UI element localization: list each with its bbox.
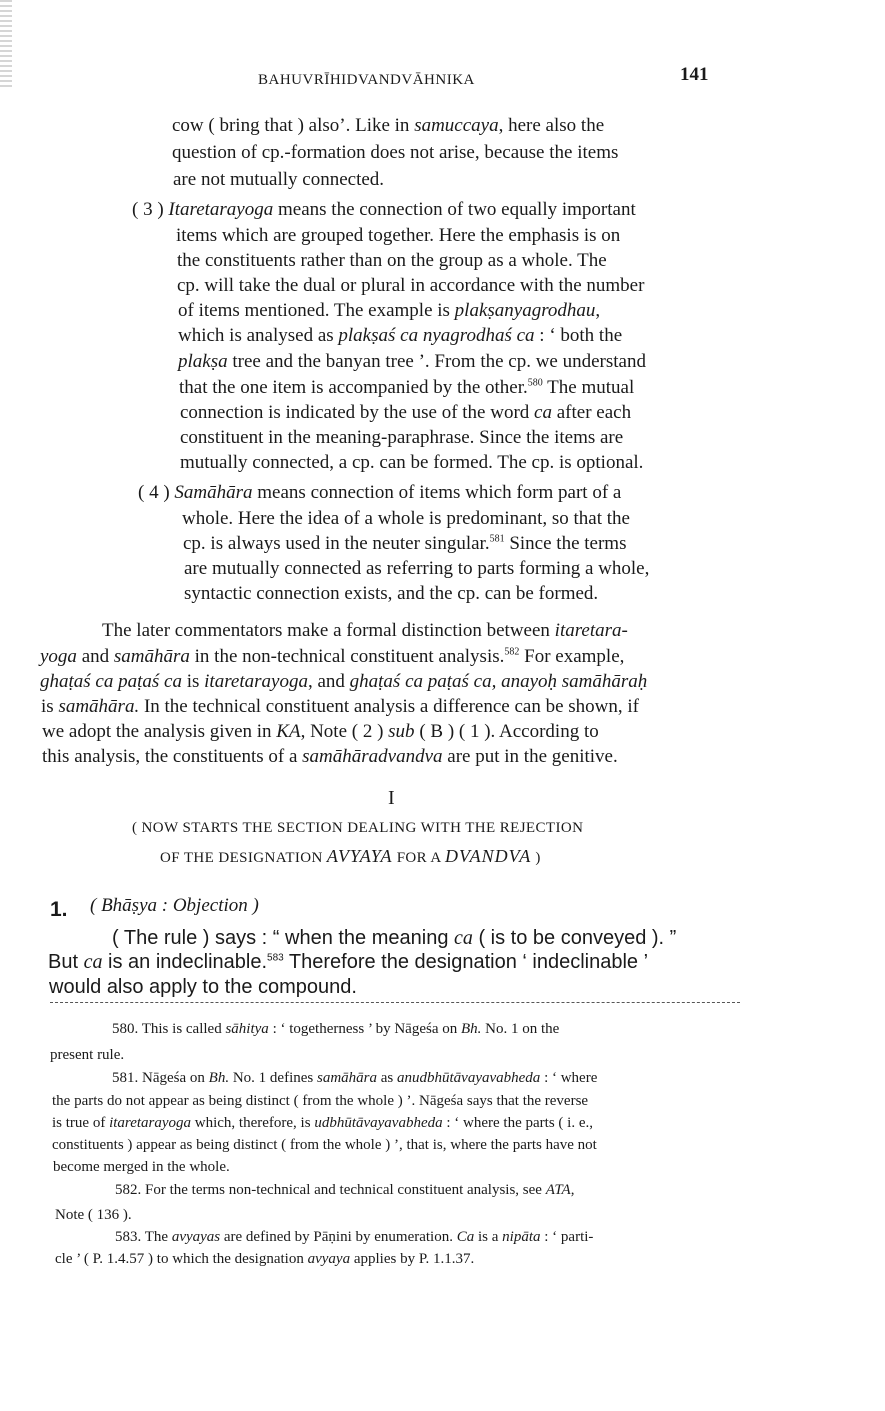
text-line: yoga and samāhāra in the non-technical constituent analysis.$^{582}$ For example, xyxy=(40,646,625,667)
translation-line: would also apply to the compound. xyxy=(49,976,357,998)
section-numeral: I xyxy=(388,787,395,809)
page-number: 141 xyxy=(680,64,709,85)
text-line: constituent in the meaning-paraphrase. Since the items are xyxy=(180,427,624,448)
footnote-line: is true of itaretarayoga which, therefore, is udbhūtāvayavabheda : ‘ where the parts ( i. e., xyxy=(52,1115,593,1131)
text-line: we adopt the analysis given in KA, Note ( 2 ) sub ( B ) ( 1 ). According to xyxy=(42,721,599,742)
text-line: that the one item is accompanied by the other.$^{580}$ The mutual xyxy=(179,377,635,398)
section-heading-line: ( NOW STARTS THE SECTION DEALING WITH THE REJECTION xyxy=(132,820,584,836)
scan-margin-mark xyxy=(0,0,12,90)
footnote-line: 581. Nāgeśa on Bh. No. 1 defines samāhāra as anudbhūtāvayavabheda : ‘ where xyxy=(112,1070,598,1086)
heading-term-dvandva: DVANDVA xyxy=(444,846,532,866)
footnote-line: 580. This is called sāhitya : ‘ togetherness ’ by Nāgeśa on Bh. No. 1 on the xyxy=(112,1021,560,1037)
text-line: syntactic connection exists, and the cp. can be formed. xyxy=(184,583,599,604)
footnote-line: the parts do not appear as being distinct ( from the whole ) ’. Nāgeśa says that the reverse xyxy=(52,1093,589,1109)
footnote-line: Note ( 136 ). xyxy=(55,1207,132,1223)
text-line: The later commentators make a formal distinction between itaretara- xyxy=(102,620,628,641)
text-line: which is analysed as plakṣaś ca nyagrodhaś ca : ‘ both the xyxy=(178,325,623,346)
text-line: is samāhāra. In the technical constituent analysis a difference can be shown, if xyxy=(41,696,640,717)
section-heading-line xyxy=(160,846,541,867)
heading-term-avyaya: AVYAYA xyxy=(326,846,393,866)
running-head: BAHUVRĪHIDVANDVĀHNIKA xyxy=(258,72,475,88)
footnote-separator xyxy=(50,1002,740,1003)
heading-text: FOR A xyxy=(396,850,441,866)
text-line: connection is indicated by the use of the word ca after each xyxy=(180,402,632,423)
text-line: whole. Here the idea of a whole is predominant, so that the xyxy=(182,508,630,529)
footnote-line: become merged in the whole. xyxy=(53,1159,230,1175)
text-line: plakṣa tree and the banyan tree ’. From the cp. we understand xyxy=(178,351,646,372)
translation-line: But ca is an indeclinable.$^{583}$ Therefore the designation ‘ indeclinable ’ xyxy=(48,951,649,973)
text-line: cp. will take the dual or plural in accordance with the number xyxy=(177,275,645,296)
translation-line: ( The rule ) says : “ when the meaning ca ( is to be conveyed ). ” xyxy=(112,927,677,949)
text-line: question of cp.-formation does not arise, because the items xyxy=(172,142,619,163)
footnote-line: cle ’ ( P. 1.4.57 ) to which the designation avyaya applies by P. 1.1.37. xyxy=(55,1251,475,1267)
text-line: this analysis, the constituents of a samāhāradvandva are put in the genitive. xyxy=(42,746,618,767)
footnote-line: present rule. xyxy=(50,1047,125,1063)
heading-text: ) xyxy=(535,850,541,866)
text-line: are mutually connected as referring to parts forming a whole, xyxy=(184,558,650,579)
footnote-line: 582. For the terms non-technical and technical constituent analysis, see ATA, xyxy=(115,1182,575,1198)
bhasya-label: ( Bhāṣya : Objection ) xyxy=(90,895,259,916)
footnote-line: constituents ) appear as being distinct ( from the whole ) ’, that is, where the parts have not xyxy=(52,1137,597,1153)
text-line: ghaṭaś ca paṭaś ca is itaretarayoga, and ghaṭaś ca paṭaś ca, anayoḥ samāhāraḥ xyxy=(40,671,648,692)
text-line: the constituents rather than on the group as a whole. The xyxy=(177,250,607,271)
text-line: mutually connected, a cp. can be formed. The cp. is optional. xyxy=(180,452,644,473)
text-line: ( 4 ) Samāhāra means connection of items which form part of a xyxy=(138,482,622,503)
text-line: are not mutually connected. xyxy=(173,169,385,190)
footnote-line: 583. The avyayas are defined by Pāṇini by enumeration. Ca is a nipāta : ‘ parti- xyxy=(115,1229,594,1245)
text-line: of items mentioned. The example is plakṣanyagrodhau, xyxy=(178,300,601,321)
text-line: cp. is always used in the neuter singular.$^{581}$ Since the terms xyxy=(183,533,627,554)
text-line: items which are grouped together. Here the emphasis is on xyxy=(176,225,621,246)
text-line: ( 3 ) Itaretarayoga means the connection of two equally important xyxy=(132,199,636,220)
heading-text: OF THE DESIGNATION xyxy=(160,850,323,866)
paragraph-number: 1. xyxy=(50,898,68,921)
text-line: cow ( bring that ) also’. Like in samuccaya, here also the xyxy=(172,115,605,136)
